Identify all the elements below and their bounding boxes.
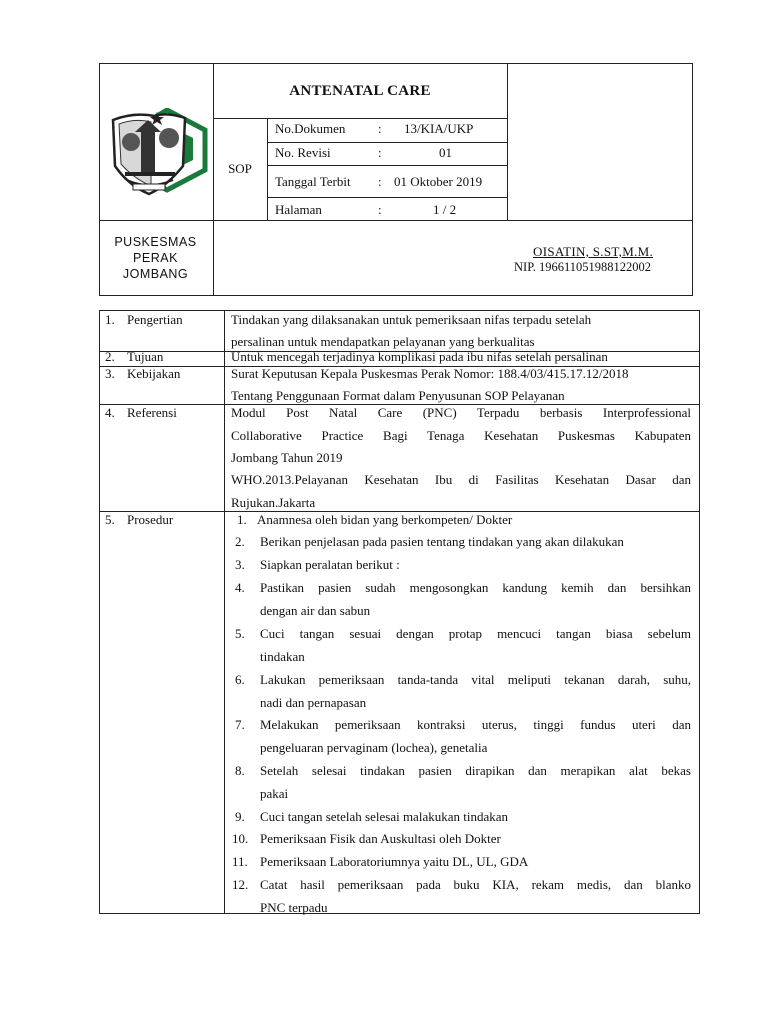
district-emblem-logo	[107, 108, 215, 200]
step-number: 12.	[232, 877, 249, 892]
document-title: ANTENATAL CARE	[289, 83, 431, 99]
step-number: 1.	[237, 512, 247, 527]
row-number: 1.	[105, 312, 115, 327]
kebijakan-text: Tentang Penggunaan Format dalam Penyusunan SOP Pelayanan	[231, 388, 565, 403]
referensi-text: Rujukan.Jakarta	[231, 495, 316, 510]
step-number: 3.	[235, 557, 245, 572]
step-text: nadi dan pernapasan	[260, 695, 367, 710]
step-text: Setelah selesai tindakan pasien dirapikan dan merapikan alat bekas	[260, 763, 691, 778]
field-value: 01	[439, 145, 452, 160]
tujuan-text: Untuk mencegah terjadinya komplikasi pada ibu nifas setelah persalinan	[231, 349, 608, 364]
step-number: 6.	[235, 672, 245, 687]
signer-nip: NIP. 196611051988122002	[514, 260, 652, 274]
org-line: PUSKESMAS	[114, 235, 197, 249]
pengertian-text: Tindakan yang dilaksanakan untuk pemeriksaan nifas terpadu setelah	[231, 312, 592, 327]
step-number: 5.	[235, 626, 245, 641]
step-text: tindakan	[260, 649, 305, 664]
step-text: pakai	[260, 786, 289, 801]
step-number: 9.	[235, 809, 245, 824]
step-number: 11.	[232, 854, 248, 869]
step-text: Melakukan pemeriksaan kontraksi uterus, tinggi fundus uteri dan	[260, 717, 691, 732]
field-label: Halaman	[275, 202, 322, 217]
row-number: 5.	[105, 512, 115, 527]
field-label: Tanggal Terbit	[275, 174, 351, 189]
row-label: Kebijakan	[127, 366, 181, 381]
referensi-text: Jombang Tahun 2019	[231, 450, 343, 465]
step-number: 7.	[235, 717, 245, 732]
org-line: JOMBANG	[122, 267, 189, 281]
signer-name: OISATIN, S.ST,M.M.	[533, 244, 654, 259]
row-label: Tujuan	[127, 349, 164, 364]
referensi-text: Collaborative Practice Bagi Tenaga Kesehatan Puskesmas Kabupaten	[231, 428, 691, 443]
row-label: Prosedur	[127, 512, 174, 527]
row-label: Pengertian	[127, 312, 183, 327]
step-number: 4.	[235, 580, 245, 595]
step-number: 8.	[235, 763, 245, 778]
field-value: 01 Oktober 2019	[394, 174, 483, 189]
step-text: dengan air dan sabun	[260, 603, 371, 618]
field-value: 1 / 2	[433, 202, 457, 217]
step-text: Siapkan peralatan berikut :	[260, 557, 400, 572]
field-separator: :	[378, 121, 382, 136]
step-text: Cuci tangan sesuai dengan protap mencuci tangan biasa sebelum	[260, 626, 691, 641]
field-label: No.Dokumen	[275, 121, 346, 136]
step-text: Pemeriksaan Laboratoriumnya yaitu DL, UL, GDA	[260, 854, 529, 869]
step-text: Pemeriksaan Fisik dan Auskultasi oleh Dokter	[260, 831, 501, 846]
row-number: 2.	[105, 349, 115, 364]
step-text: Pastikan pasien sudah mengosongkan kandung kemih dan bersihkan	[260, 580, 691, 595]
step-text: Cuci tangan setelah selesai malakukan tindakan	[260, 809, 508, 824]
row-number: 3.	[105, 366, 115, 381]
field-value: 13/KIA/UKP	[404, 121, 474, 136]
referensi-text: WHO.2013.Pelayanan Kesehatan Ibu di Fasilitas Kesehatan Dasar dan	[231, 472, 691, 487]
org-line: PERAK	[133, 251, 178, 265]
kebijakan-text: Surat Keputusan Kepala Puskesmas Perak Nomor: 188.4/03/415.17.12/2018	[231, 366, 629, 381]
referensi-text: Modul Post Natal Care (PNC) Terpadu berbasis Interprofessional	[231, 405, 691, 420]
step-text: Anamnesa oleh bidan yang berkompeten/ Dokter	[257, 512, 513, 527]
step-text: Lakukan pemeriksaan tanda-tanda vital meliputi tekanan darah, suhu,	[260, 672, 691, 687]
step-text: Catat hasil pemeriksaan pada buku KIA, rekam medis, dan blanko	[260, 877, 691, 892]
pengertian-text: persalinan untuk mendapatkan pelayanan yang berkualitas	[231, 334, 535, 349]
step-number: 10.	[232, 831, 249, 846]
field-separator: :	[378, 202, 382, 217]
sop-label: SOP	[228, 161, 252, 176]
step-number: 2.	[235, 534, 245, 549]
row-label: Referensi	[127, 405, 177, 420]
field-separator: :	[378, 174, 382, 189]
field-separator: :	[378, 145, 382, 160]
step-text: Berikan penjelasan pada pasien tentang tindakan yang akan dilakukan	[260, 534, 624, 549]
step-text: PNC terpadu	[260, 900, 328, 915]
step-text: pengeluaran pervaginam (lochea), genetalia	[260, 740, 488, 755]
row-number: 4.	[105, 405, 115, 420]
field-label: No. Revisi	[275, 145, 331, 160]
